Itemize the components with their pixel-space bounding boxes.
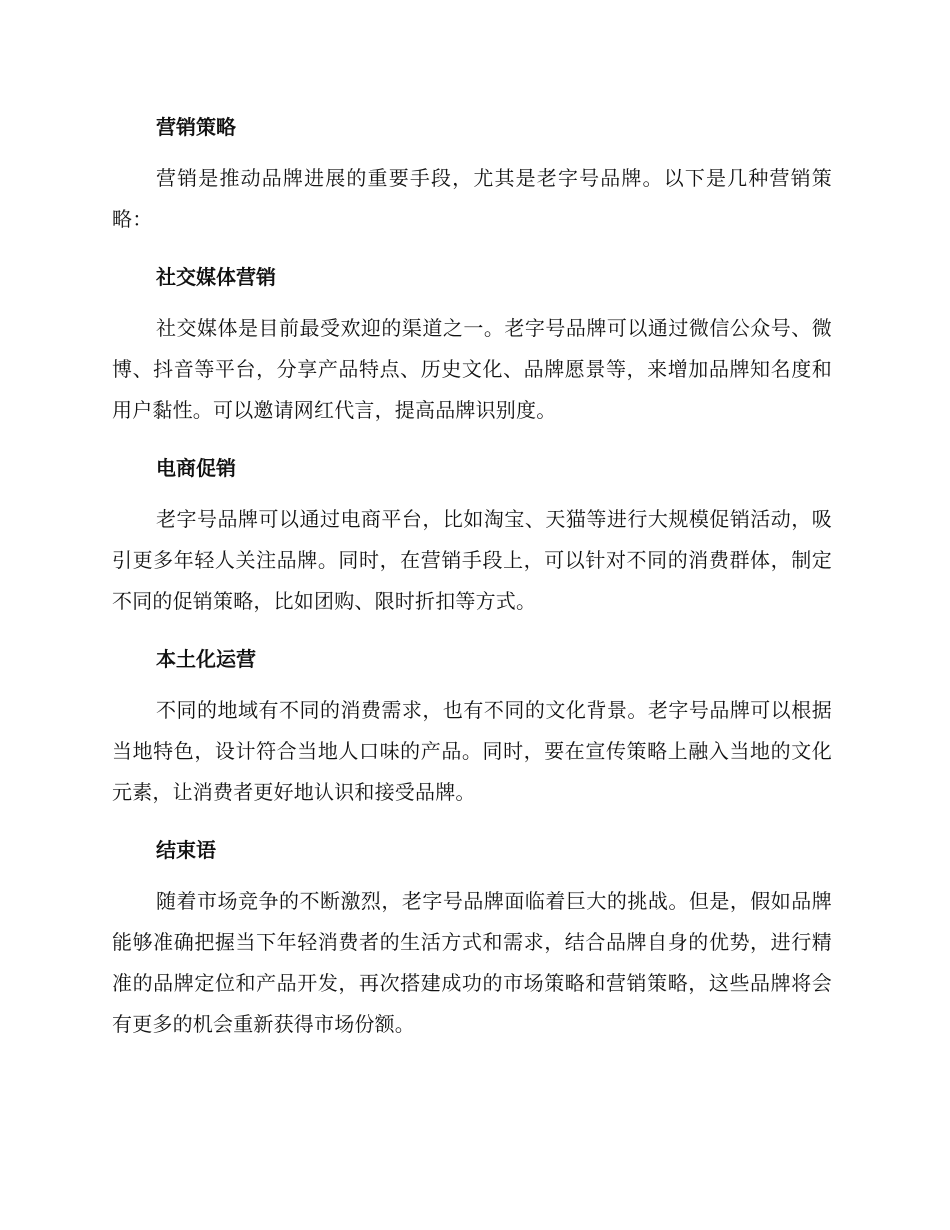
section-heading: 社交媒体营销 bbox=[156, 265, 276, 289]
section-marketing-strategy bbox=[112, 108, 832, 240]
section-paragraph: 随着市场竞争的不断激烈，老字号品牌面临着巨大的挑战。但是，假如品牌能够准确把握当下年轻消费者的生活方式和需求，结合品牌自身的优势，进行精准的品牌定位和产品开发，再次搭建成功的市场策略和营销策略，这些品牌将会有更多的机会重新获得市场份额。 bbox=[112, 889, 832, 1036]
section-paragraph: 不同的地域有不同的消费需求，也有不同的文化背景。老字号品牌可以根据当地特色，设计符合当地人口味的产品。同时，要在宣传策略上融入当地的文化元素，让消费者更好地认识和接受品牌。 bbox=[112, 698, 832, 804]
section-conclusion bbox=[112, 831, 832, 1045]
section-heading: 结束语 bbox=[156, 838, 216, 862]
section-paragraph: 营销是推动品牌进展的重要手段，尤其是老字号品牌。以下是几种营销策略： bbox=[112, 166, 832, 231]
section-heading: 营销策略 bbox=[156, 115, 236, 139]
section-localization bbox=[112, 640, 832, 813]
section-heading: 电商促销 bbox=[156, 456, 236, 480]
document-page bbox=[112, 108, 832, 1063]
section-social-media bbox=[112, 258, 832, 431]
section-paragraph: 老字号品牌可以通过电商平台，比如淘宝、天猫等进行大规模促销活动，吸引更多年轻人关注品牌。同时，在营销手段上，可以针对不同的消费群体，制定不同的促销策略，比如团购、限时折扣等方式。 bbox=[112, 507, 832, 613]
section-ecommerce bbox=[112, 449, 832, 622]
section-paragraph: 社交媒体是目前最受欢迎的渠道之一。老字号品牌可以通过微信公众号、微博、抖音等平台，分享产品特点、历史文化、品牌愿景等，来增加品牌知名度和用户黏性。可以邀请网红代言，提高品牌识别度。 bbox=[112, 316, 832, 422]
section-heading: 本土化运营 bbox=[156, 647, 256, 671]
